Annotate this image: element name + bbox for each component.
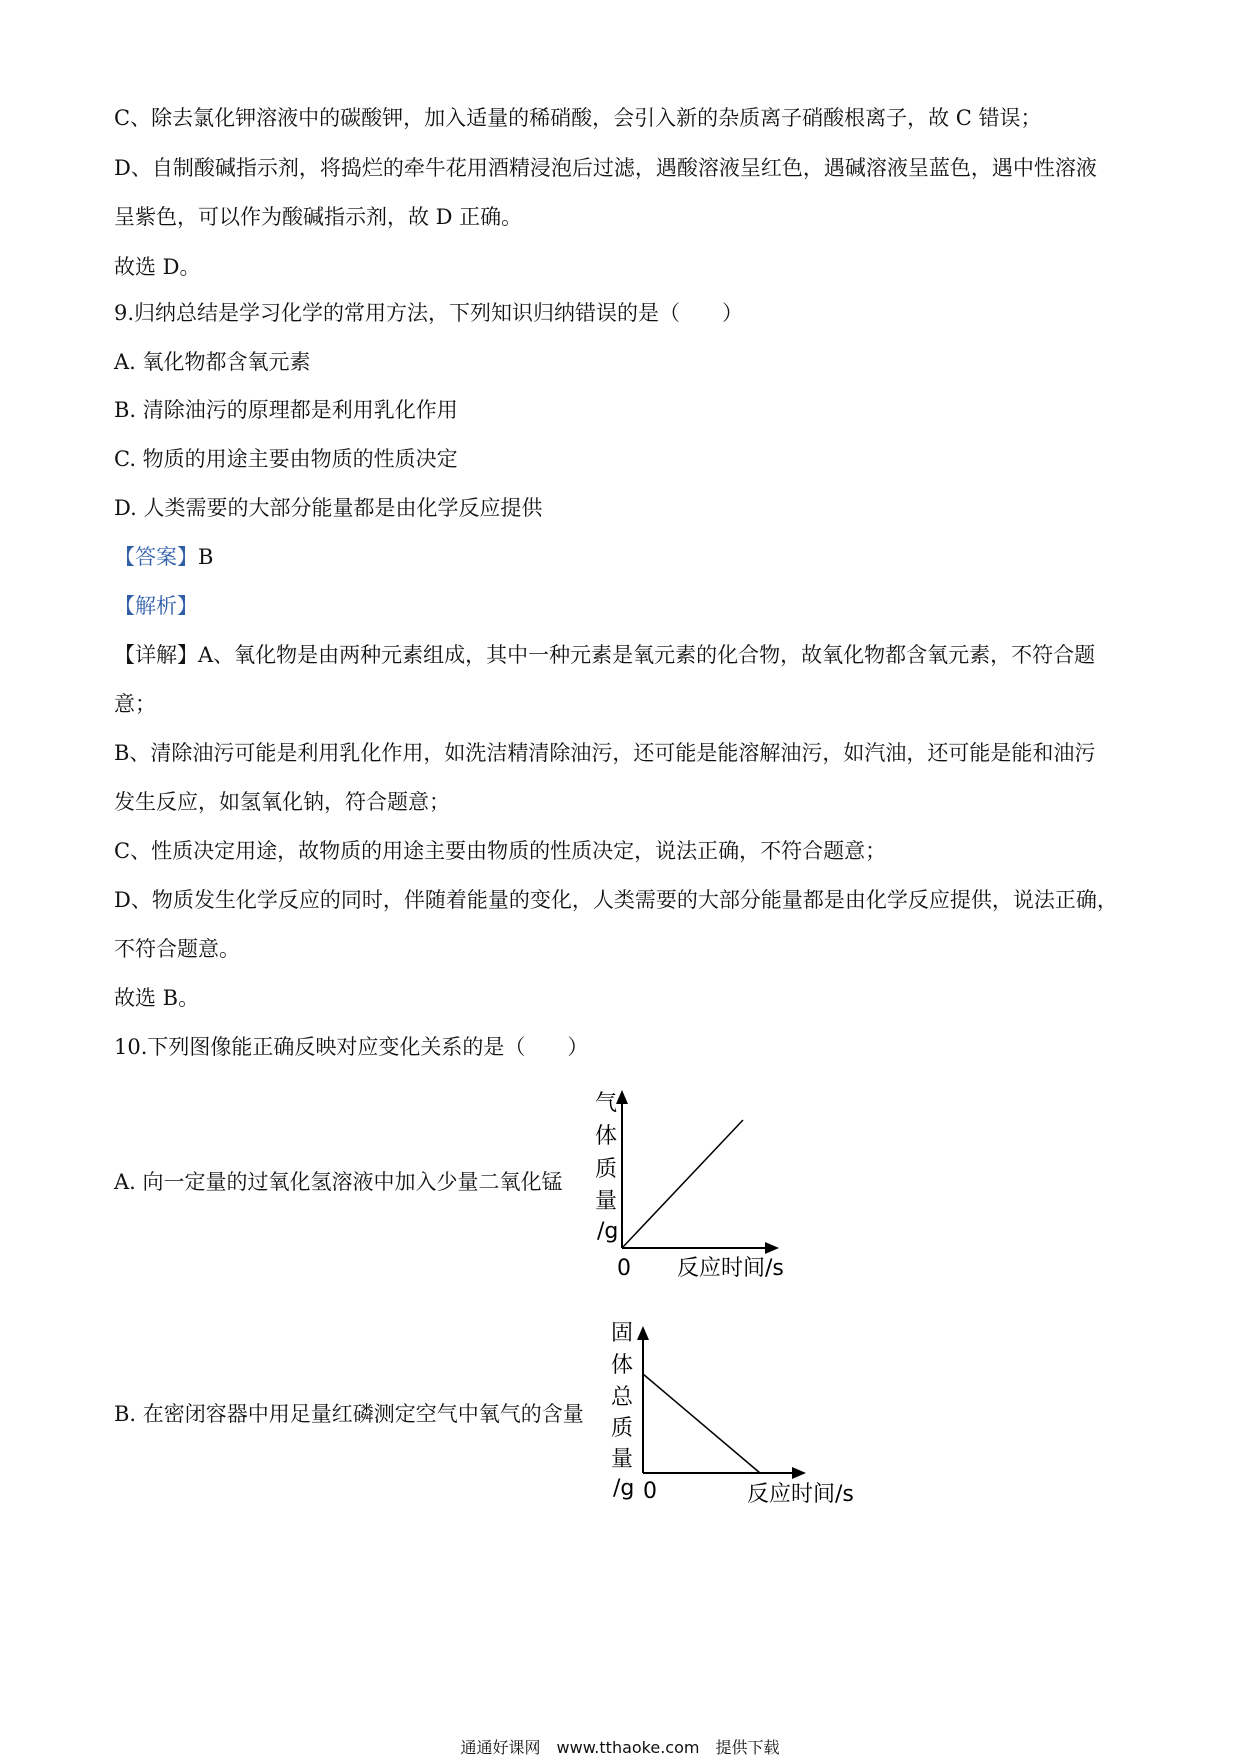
answer-label: 【答案】 <box>114 545 198 569</box>
ylabel-char: 质 <box>611 1416 634 1441</box>
graph-a-line <box>622 1120 743 1248</box>
ylabel-char: 固 <box>611 1321 634 1346</box>
graph-b-line <box>643 1374 760 1473</box>
ylabel-char: 气 <box>595 1091 618 1116</box>
text-line: 故选 D。 <box>114 255 201 279</box>
ylabel-char: 量 <box>595 1189 618 1214</box>
ylabel-char: 总 <box>611 1385 634 1410</box>
text-line: D、自制酸碱指示剂，将捣烂的牵牛花用酒精浸泡后过滤，遇酸溶液呈红色，遇碱溶液呈蓝色，遇中性溶液 <box>114 156 1097 180</box>
detail-line: 【详解】A、氧化物是由两种元素组成，其中一种元素是氧元素的化合物，故氧化物都含氧元素，不符合题 <box>114 643 1096 667</box>
option-b-text: B. 在密闭容器中用足量红磷测定空气中氧气的含量 <box>114 1402 584 1426</box>
xlabel: 反应时间/s <box>677 1256 784 1281</box>
option-a: A. 氧化物都含氧元素 <box>114 350 311 374</box>
ylabel-char: 体 <box>595 1124 618 1149</box>
question-9: 9.归纳总结是学习化学的常用方法，下列知识归纳错误的是（ ） <box>114 301 744 325</box>
text-line: 呈紫色，可以作为酸碱指示剂，故 D 正确。 <box>114 205 523 229</box>
footer: 通通好课网 www.tthaoke.com 提供下载 <box>460 1738 780 1757</box>
xlabel: 反应时间/s <box>747 1482 854 1507</box>
question-10: 10.下列图像能正确反映对应变化关系的是（ ） <box>114 1035 589 1059</box>
ylabel-char: /g <box>597 1219 619 1244</box>
detail-line: 不符合题意。 <box>114 937 240 961</box>
detail-line: 发生反应，如氢氧化钠，符合题意； <box>114 790 450 814</box>
answer-value: B <box>198 545 214 569</box>
option-c: C. 物质的用途主要由物质的性质决定 <box>114 447 458 471</box>
detail-line: B、清除油污可能是利用乳化作用，如洗洁精清除油污，还可能是能溶解油污，如汽油，还可能是能和油污 <box>114 741 1096 765</box>
detail-line: D、物质发生化学反应的同时，伴随着能量的变化，人类需要的大部分能量都是由化学反应提供，说法正确， <box>114 888 1118 912</box>
option-d: D. 人类需要的大部分能量都是由化学反应提供 <box>114 496 543 520</box>
option-b: B. 清除油污的原理都是利用乳化作用 <box>114 398 458 422</box>
ylabel-char: 量 <box>611 1447 634 1472</box>
detail-line: 意； <box>114 692 156 716</box>
ylabel-char: /g <box>613 1476 635 1501</box>
option-a-text: A. 向一定量的过氧化氢溶液中加入少量二氧化锰 <box>114 1170 563 1194</box>
text-line: C、除去氯化钾溶液中的碳酸钾，加入适量的稀硝酸，会引入新的杂质离子硝酸根离子，故 C 错误； <box>114 106 1042 130</box>
answer <box>114 547 213 568</box>
detail-line: C、性质决定用途，故物质的用途主要由物质的性质决定，说法正确，不符合题意； <box>114 839 887 863</box>
graph-b <box>605 1318 865 1518</box>
detail-line: 故选 B。 <box>114 986 200 1010</box>
origin-label: 0 <box>617 1256 631 1281</box>
ylabel-char: 质 <box>595 1157 618 1182</box>
graph-a <box>585 1088 815 1288</box>
analysis-label: 【解析】 <box>114 594 198 618</box>
origin-label: 0 <box>643 1479 657 1504</box>
ylabel-char: 体 <box>611 1353 634 1378</box>
